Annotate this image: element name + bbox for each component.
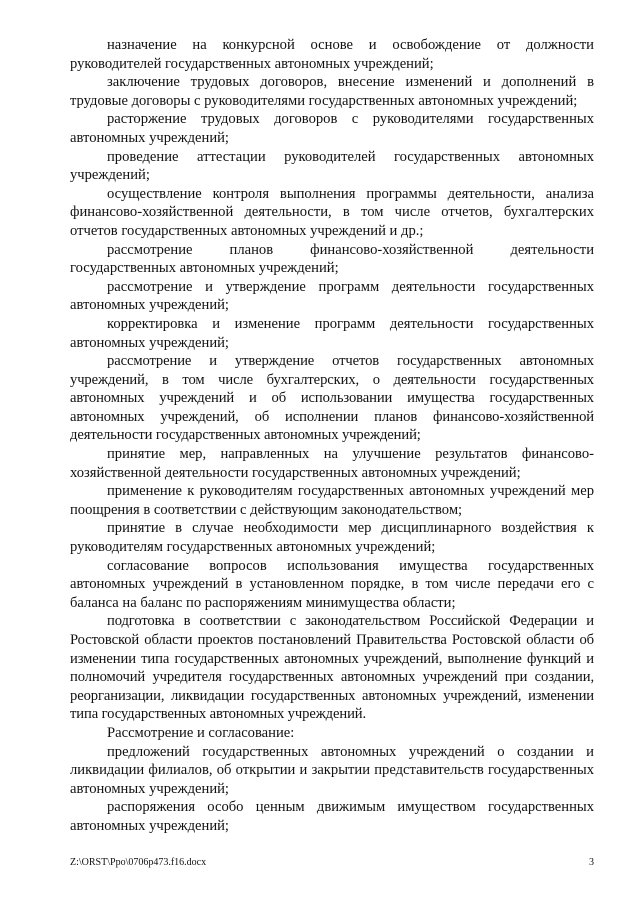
paragraph-program-correction: корректировка и изменение программ деятельности государственных автономных учреждений; (70, 315, 594, 351)
paragraph-resolution-drafts: подготовка в соответствии с законодательством Российской Федерации и Ростовской области проектов постановлений Правительства Ростовской области об изменении типа государственных автономных учреждений, выполнение функций и полномочий учредителя государственных автономных учреждений при создании, реорганизации, ликвидации государственных автономных учреждений, изменении типа государственных автономных учреждений. (70, 613, 594, 723)
paragraph-program-control: осуществление контроля выполнения программы деятельности, анализа финансово-хозяйственной деятельности, в том числе отчетов, бухгалтерских отчетов государственных автономных учреждений и др.; (70, 185, 594, 239)
paragraph-report-approval: рассмотрение и утверждение отчетов государственных автономных учреждений, в том числе бухгалтерских, о деятельности государственных автономных учреждений и об использовании имущества государственных автономных учреждений, об исполнении планов финансово-хозяйственной деятельности государственных автономных учреждений; (70, 353, 594, 444)
page-footer (70, 855, 594, 871)
paragraph-valuable-property: распоряжения особо ценным движимым имуществом государственных автономных учреждений; (70, 799, 594, 834)
paragraph-branches: предложений государственных автономных учреждений о создании и ликвидации филиалов, об открытии и закрытии представительств государственных автономных учреждений; (70, 743, 594, 797)
paragraph-plan-review: рассмотрение планов финансово-хозяйственной деятельности государственных автономных учреждений; (70, 241, 594, 277)
document-page (70, 36, 594, 836)
paragraph-disciplinary-measures: принятие в случае необходимости мер дисциплинарного воздействия к руководителям государственных автономных учреждений; (70, 520, 594, 556)
paragraph-contract-termination: расторжение трудовых договоров с руководителями государственных автономных учреждений; (70, 111, 594, 146)
paragraph-attestation: проведение аттестации руководителей государственных автономных учреждений; (70, 148, 594, 184)
paragraph-incentives: применение к руководителям государственных автономных учреждений мер поощрения в соответствии с действующим законодательством; (70, 483, 594, 518)
paragraph-appointment: назначение на конкурсной основе и освобождение от должности руководителей государственных автономных учреждений; (70, 37, 594, 72)
paragraph-labor-contracts: заключение трудовых договоров, внесение изменений и дополнений в трудовые договоры с руководителями государственных автономных учреждений; (70, 74, 594, 109)
paragraph-program-approval: рассмотрение и утверждение программ деятельности государственных автономных учреждений; (70, 278, 594, 314)
paragraph-improvement-measures: принятие мер, направленных на улучшение результатов финансово-хозяйственной деятельности государственных автономных учреждений; (70, 446, 594, 481)
footer-file-path: Z:\ORST\Ppo\0706p473.f16.docx (70, 857, 207, 868)
paragraph-property-use: согласование вопросов использования имущества государственных автономных учреждений в установленном порядке, в том числе передачи его с баланса на баланс по распоряжениям минимущества области; (70, 557, 594, 611)
page-number: 3 (589, 857, 594, 868)
paragraph-review-heading: Рассмотрение и согласование: (107, 724, 295, 741)
